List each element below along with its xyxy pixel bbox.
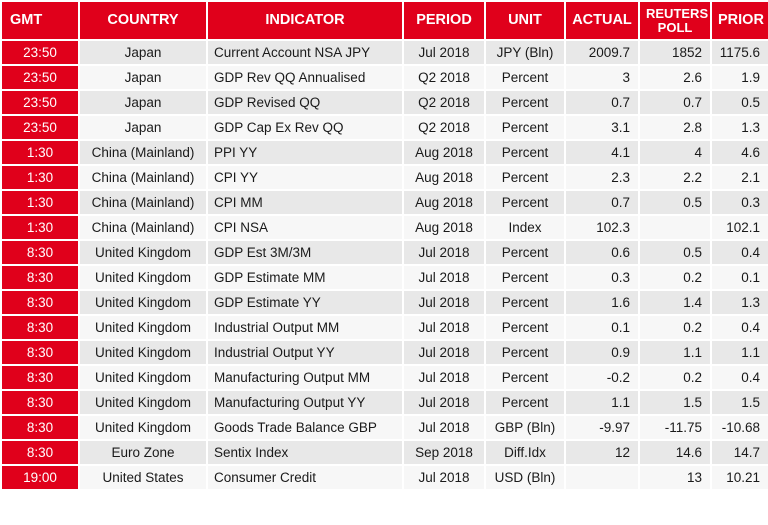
- cell-unit: Diff.Idx: [485, 440, 565, 465]
- table-row: [1, 165, 768, 190]
- cell-actual: 3.1: [565, 115, 639, 140]
- cell-period: Aug 2018: [403, 215, 485, 240]
- cell-period: Jul 2018: [403, 240, 485, 265]
- cell-country: United Kingdom: [79, 290, 207, 315]
- cell-period: Aug 2018: [403, 190, 485, 215]
- cell-country: United Kingdom: [79, 315, 207, 340]
- cell-prior: 0.1: [711, 265, 768, 290]
- cell-actual: [565, 465, 639, 490]
- cell-indicator: Industrial Output MM: [207, 315, 403, 340]
- cell-prior: 102.1: [711, 215, 768, 240]
- cell-gmt: 1:30: [1, 190, 79, 215]
- cell-poll: 0.2: [639, 365, 711, 390]
- cell-gmt: 1:30: [1, 140, 79, 165]
- cell-poll: 1852: [639, 40, 711, 65]
- cell-indicator: Consumer Credit: [207, 465, 403, 490]
- cell-poll: 1.1: [639, 340, 711, 365]
- cell-prior: 0.3: [711, 190, 768, 215]
- cell-unit: Percent: [485, 240, 565, 265]
- table-row: [1, 390, 768, 415]
- cell-unit: Percent: [485, 140, 565, 165]
- cell-gmt: 8:30: [1, 340, 79, 365]
- cell-country: Japan: [79, 40, 207, 65]
- table-body: [1, 40, 768, 490]
- cell-country: China (Mainland): [79, 165, 207, 190]
- cell-indicator: GDP Estimate YY: [207, 290, 403, 315]
- cell-unit: GBP (Bln): [485, 415, 565, 440]
- cell-period: Jul 2018: [403, 315, 485, 340]
- cell-indicator: PPI YY: [207, 140, 403, 165]
- cell-prior: 10.21: [711, 465, 768, 490]
- table-row: [1, 215, 768, 240]
- cell-indicator: CPI YY: [207, 165, 403, 190]
- column-header-period: PERIOD: [403, 1, 485, 40]
- cell-poll: 0.2: [639, 265, 711, 290]
- cell-actual: 0.6: [565, 240, 639, 265]
- cell-gmt: 8:30: [1, 415, 79, 440]
- cell-actual: 0.1: [565, 315, 639, 340]
- cell-gmt: 8:30: [1, 365, 79, 390]
- cell-country: China (Mainland): [79, 140, 207, 165]
- cell-poll: 1.4: [639, 290, 711, 315]
- cell-gmt: 23:50: [1, 90, 79, 115]
- cell-period: Jul 2018: [403, 40, 485, 65]
- table-row: [1, 265, 768, 290]
- cell-prior: 0.5: [711, 90, 768, 115]
- cell-unit: Percent: [485, 265, 565, 290]
- cell-actual: 0.9: [565, 340, 639, 365]
- table-row: [1, 190, 768, 215]
- cell-actual: 0.7: [565, 190, 639, 215]
- cell-unit: Percent: [485, 65, 565, 90]
- cell-indicator: GDP Est 3M/3M: [207, 240, 403, 265]
- cell-period: Jul 2018: [403, 415, 485, 440]
- cell-unit: Percent: [485, 190, 565, 215]
- cell-period: Aug 2018: [403, 140, 485, 165]
- cell-prior: 0.4: [711, 365, 768, 390]
- cell-country: Japan: [79, 90, 207, 115]
- cell-unit: USD (Bln): [485, 465, 565, 490]
- cell-actual: 0.3: [565, 265, 639, 290]
- cell-period: Sep 2018: [403, 440, 485, 465]
- cell-prior: 1.3: [711, 115, 768, 140]
- cell-poll: 0.7: [639, 90, 711, 115]
- cell-period: Jul 2018: [403, 340, 485, 365]
- cell-prior: 1.5: [711, 390, 768, 415]
- cell-poll: 0.5: [639, 240, 711, 265]
- table-row: [1, 140, 768, 165]
- cell-country: China (Mainland): [79, 215, 207, 240]
- cell-prior: -10.68: [711, 415, 768, 440]
- cell-poll: 2.8: [639, 115, 711, 140]
- table-header: [1, 1, 768, 40]
- column-header-reuters-poll: REUTERS POLL: [639, 1, 711, 40]
- cell-poll: 13: [639, 465, 711, 490]
- table-row: [1, 465, 768, 490]
- cell-unit: Percent: [485, 365, 565, 390]
- cell-gmt: 19:00: [1, 465, 79, 490]
- cell-unit: Percent: [485, 315, 565, 340]
- cell-indicator: Industrial Output YY: [207, 340, 403, 365]
- cell-poll: 0.2: [639, 315, 711, 340]
- cell-actual: 3: [565, 65, 639, 90]
- cell-country: United Kingdom: [79, 265, 207, 290]
- cell-poll: 2.2: [639, 165, 711, 190]
- cell-indicator: GDP Cap Ex Rev QQ: [207, 115, 403, 140]
- cell-actual: 2009.7: [565, 40, 639, 65]
- cell-indicator: Manufacturing Output YY: [207, 390, 403, 415]
- cell-poll: -11.75: [639, 415, 711, 440]
- cell-indicator: GDP Revised QQ: [207, 90, 403, 115]
- cell-poll: 0.5: [639, 190, 711, 215]
- cell-unit: Index: [485, 215, 565, 240]
- cell-country: United States: [79, 465, 207, 490]
- cell-country: United Kingdom: [79, 365, 207, 390]
- table-row: [1, 240, 768, 265]
- table-row: [1, 365, 768, 390]
- cell-country: United Kingdom: [79, 390, 207, 415]
- cell-period: Q2 2018: [403, 65, 485, 90]
- cell-gmt: 8:30: [1, 315, 79, 340]
- cell-actual: 2.3: [565, 165, 639, 190]
- cell-gmt: 1:30: [1, 215, 79, 240]
- cell-unit: Percent: [485, 290, 565, 315]
- table-row: [1, 90, 768, 115]
- table-header-row: [1, 1, 768, 40]
- column-header-actual: ACTUAL: [565, 1, 639, 40]
- cell-unit: Percent: [485, 340, 565, 365]
- cell-period: Jul 2018: [403, 365, 485, 390]
- cell-unit: Percent: [485, 90, 565, 115]
- cell-prior: 14.7: [711, 440, 768, 465]
- cell-actual: 102.3: [565, 215, 639, 240]
- cell-gmt: 23:50: [1, 65, 79, 90]
- table-row: [1, 340, 768, 365]
- cell-indicator: GDP Rev QQ Annualised: [207, 65, 403, 90]
- cell-indicator: Sentix Index: [207, 440, 403, 465]
- cell-actual: 0.7: [565, 90, 639, 115]
- cell-country: United Kingdom: [79, 240, 207, 265]
- cell-gmt: 23:50: [1, 115, 79, 140]
- cell-prior: 4.6: [711, 140, 768, 165]
- cell-poll: [639, 215, 711, 240]
- cell-gmt: 8:30: [1, 240, 79, 265]
- cell-actual: -9.97: [565, 415, 639, 440]
- table-row: [1, 290, 768, 315]
- cell-period: Q2 2018: [403, 115, 485, 140]
- cell-actual: 1.6: [565, 290, 639, 315]
- cell-country: United Kingdom: [79, 415, 207, 440]
- cell-prior: 1.9: [711, 65, 768, 90]
- cell-actual: 4.1: [565, 140, 639, 165]
- cell-prior: 0.4: [711, 315, 768, 340]
- table-row: [1, 440, 768, 465]
- cell-gmt: 23:50: [1, 40, 79, 65]
- cell-period: Aug 2018: [403, 165, 485, 190]
- cell-indicator: Manufacturing Output MM: [207, 365, 403, 390]
- cell-poll: 2.6: [639, 65, 711, 90]
- column-header-unit: UNIT: [485, 1, 565, 40]
- cell-period: Jul 2018: [403, 465, 485, 490]
- cell-country: Japan: [79, 115, 207, 140]
- cell-period: Jul 2018: [403, 390, 485, 415]
- cell-actual: 12: [565, 440, 639, 465]
- cell-indicator: CPI NSA: [207, 215, 403, 240]
- cell-actual: 1.1: [565, 390, 639, 415]
- cell-gmt: 8:30: [1, 265, 79, 290]
- cell-prior: 1.3: [711, 290, 768, 315]
- cell-unit: Percent: [485, 390, 565, 415]
- cell-period: Q2 2018: [403, 90, 485, 115]
- cell-country: Japan: [79, 65, 207, 90]
- cell-indicator: Goods Trade Balance GBP: [207, 415, 403, 440]
- column-header-gmt: GMT: [1, 1, 79, 40]
- cell-gmt: 8:30: [1, 390, 79, 415]
- cell-unit: Percent: [485, 165, 565, 190]
- cell-prior: 1.1: [711, 340, 768, 365]
- cell-prior: 2.1: [711, 165, 768, 190]
- cell-prior: 1175.6: [711, 40, 768, 65]
- cell-country: China (Mainland): [79, 190, 207, 215]
- cell-period: Jul 2018: [403, 290, 485, 315]
- cell-indicator: Current Account NSA JPY: [207, 40, 403, 65]
- cell-actual: -0.2: [565, 365, 639, 390]
- table-row: [1, 40, 768, 65]
- cell-unit: JPY (Bln): [485, 40, 565, 65]
- cell-prior: 0.4: [711, 240, 768, 265]
- cell-country: United Kingdom: [79, 340, 207, 365]
- cell-gmt: 1:30: [1, 165, 79, 190]
- cell-poll: 14.6: [639, 440, 711, 465]
- table-row: [1, 115, 768, 140]
- cell-indicator: CPI MM: [207, 190, 403, 215]
- table-row: [1, 65, 768, 90]
- cell-unit: Percent: [485, 115, 565, 140]
- cell-period: Jul 2018: [403, 265, 485, 290]
- cell-gmt: 8:30: [1, 440, 79, 465]
- table-row: [1, 315, 768, 340]
- cell-poll: 1.5: [639, 390, 711, 415]
- table-row: [1, 415, 768, 440]
- column-header-indicator: INDICATOR: [207, 1, 403, 40]
- column-header-country: COUNTRY: [79, 1, 207, 40]
- cell-poll: 4: [639, 140, 711, 165]
- cell-indicator: GDP Estimate MM: [207, 265, 403, 290]
- column-header-prior: PRIOR: [711, 1, 768, 40]
- cell-gmt: 8:30: [1, 290, 79, 315]
- cell-country: Euro Zone: [79, 440, 207, 465]
